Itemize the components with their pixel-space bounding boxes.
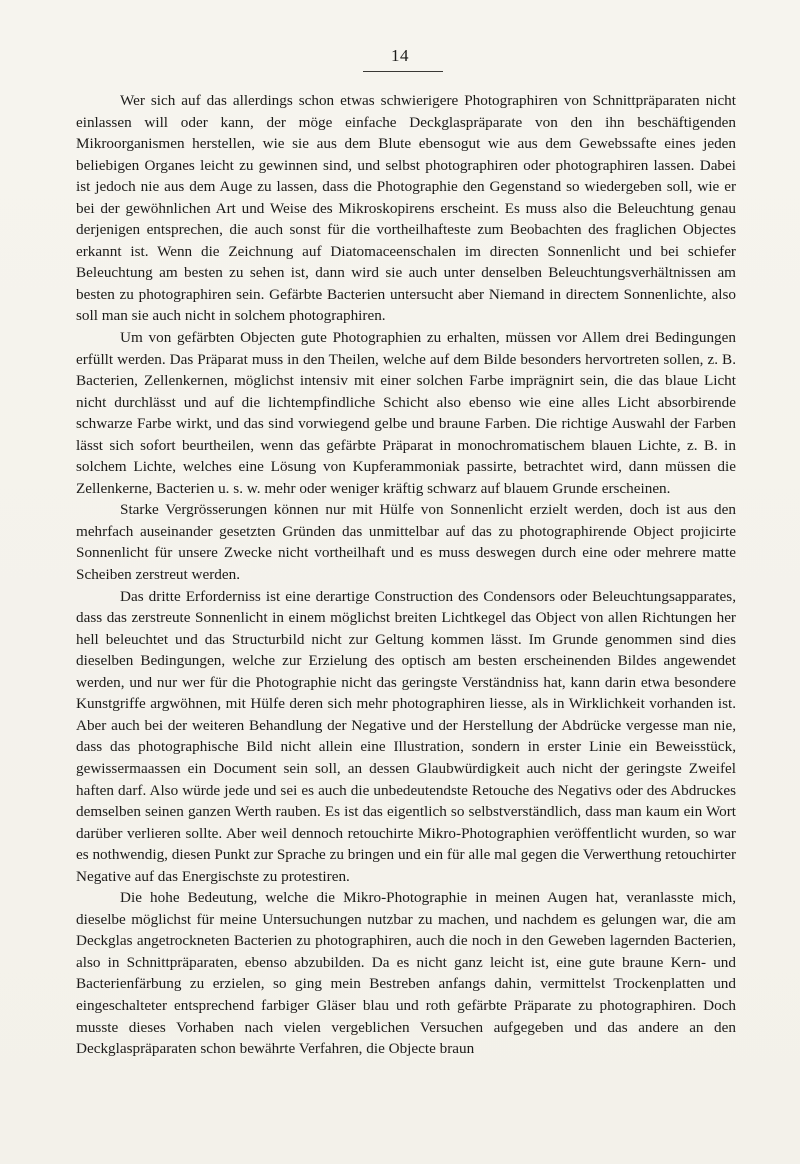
paragraph-2: Um von gefärbten Objecten gute Photographien zu erhalten, müssen vor Allem drei Bedingungen erfüllt werden. Das Präparat muss in den Theilen, welche auf dem Bilde besonders hervortreten sollen, z. B. Bacterien, Zellenkernen, möglichst intensiv mit einer solchen Farbe imprägnirt sein, die das blaue Licht nicht durchlässt und auf die lichtempfindliche Schicht also ebenso wie eine alles Licht absorbirende schwarze Farbe wirkt, und das sind vorwiegend gelbe und braune Farben. Die richtige Auswahl der Farben lässt sich sofort beurtheilen, wenn das gefärbte Präparat in monochromatischem blauen Lichte, z. B. in solchem Lichte, welches eine Lösung von Kupferammoniak passirte, betrachtet wird, dann müssen die Zellenkerne, Bacterien u. s. w. mehr oder weniger kräftig schwarz auf blauem Grunde erscheinen. (76, 329, 736, 497)
page-number: 14 (391, 46, 409, 65)
page-number-rule (363, 71, 443, 72)
paragraph-3: Starke Vergrösserungen können nur mit Hülfe von Sonnenlicht erzielt werden, doch ist aus den mehrfach auseinander gesetzten Gründen das unmittelbar auf das zu photographirende Object projicirte Sonnenlicht für unsere Zwecke nicht vortheilhaft und es muss deswegen durch eine oder mehrere matte Scheiben zerstreut werden. (76, 501, 736, 584)
paragraph-1: Wer sich auf das allerdings schon etwas schwierigere Photographiren von Schnittpräparaten nicht einlassen will oder kann, der möge einfache Deckglaspräparate von den ihn beschäftigenden Mikroorganismen herstellen, wie sie aus dem Blute ebensogut wie aus dem Gewebssafte eines jeden beliebigen Organes leicht zu gewinnen sind, und selbst photographiren oder photographiren lassen. Dabei ist jedoch nie aus dem Auge zu lassen, dass die Photographie den Gegenstand so wiedergeben soll, wie er bei der gewöhnlichen Art und Weise des Mikroskopirens erscheint. Es muss also die Beleuchtung genau derjenigen entsprechen, die auch sonst für die vortheilhafteste zum Beobachten des fraglichen Objectes erkannt ist. Wenn die Zeichnung auf Diatomaceenschalen im directen Sonnenlicht und bei schiefer Beleuchtung am besten zu sehen ist, dann wird sie auch unter denselben Beleuchtungsverhältnissen am besten zu photographiren sein. Gefärbte Bacterien untersucht aber Niemand in directem Sonnenlichte, also soll man sie auch nicht in solchem photographiren. (76, 92, 736, 325)
body-text (76, 90, 736, 1060)
paragraph-4: Das dritte Erforderniss ist eine derartige Construction des Condensors oder Beleuchtungsapparates, dass das zerstreute Sonnenlicht in einem möglichst breiten Lichtkegel das Object von allen Richtungen her hell beleuchtet und das Structurbild nicht zur Geltung kommen lässt. Im Grunde genommen sind dies dieselben Bedingungen, welche zur Erzielung des optisch am besten erscheinenden Bildes angewendet werden, und nur wer für die Photographie nicht das geringste Verständniss hat, kann darin etwa besondere Kunstgriffe argwöhnen, mit Hülfe deren sich mehr photographiren liesse, als in Wirklichkeit vorhanden ist. Aber auch bei der weiteren Behandlung der Negative und der Herstellung der Abdrücke vergesse man nie, dass das photographische Bild nicht allein eine Illustration, sondern in erster Linie ein Beweisstück, gewissermaassen ein Document sein soll, an dessen Glaubwürdigkeit auch nicht der geringste Zweifel haften darf. Also würde jede und sei es auch die unbedeutendste Retouche des Negativs oder des Abdruckes demselben seinen ganzen Werth rauben. Es ist das eigentlich so selbstverständlich, dass man kaum ein Wort darüber verlieren sollte. Aber weil dennoch retouchirte Mikro-Photographien veröffentlicht wurden, so war es nothwendig, diesen Punkt zur Sprache zu bringen und ein für alle mal gegen die Verwerthung retouchirter Negative auf das Energischste zu protestiren. (76, 587, 736, 885)
paragraph-5: Die hohe Bedeutung, welche die Mikro-Photographie in meinen Augen hat, veranlasste mich, dieselbe möglichst für meine Untersuchungen nutzbar zu machen, und nachdem es gelungen war, die am Deckglas angetrockneten Bacterien zu photographiren, auch die noch in den Geweben lagernden Bacterien, also in Schnittpräparaten, ebenso abzubilden. Da es nicht ganz leicht ist, eine gute braune Kern- und Bacterienfärbung zu erzielen, so ging mein Bestreben anfangs dahin, vermittelst Trockenplatten und eingeschalteter entsprechend farbiger Gläser blau und roth gefärbte Präparate zu photographiren. Doch musste dieses Vorhaben nach vielen vergeblichen Versuchen aufgegeben und das andere an den Deckglaspräparaten schon bewährte Verfahren, die Objecte braun (76, 889, 736, 1058)
